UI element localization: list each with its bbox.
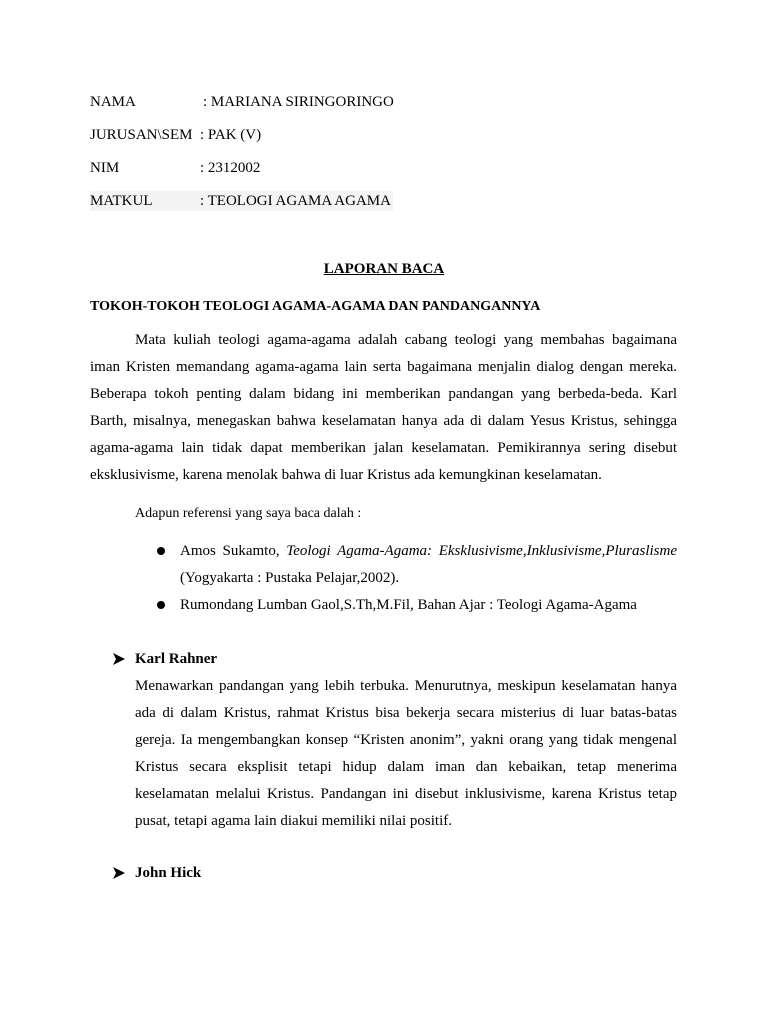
document-subtitle: TOKOH-TOKOH TEOLOGI AGAMA-AGAMA DAN PANDANGANNYA [90,299,541,314]
section-heading: Karl Rahner [135,651,218,667]
field-value: : TEOLOGI AGAMA AGAMA [200,193,391,209]
reference-title: Teologi Agama-Agama: Eksklusivisme,Inklusivisme,Pluraslisme [286,543,677,559]
field-value: : MARIANA SIRINGORINGO [203,94,394,110]
reference-item [180,538,677,592]
reference-author: Rumondang Lumban Gaol,S.Th,M.Fil, Bahan Ajar : Teologi Agama-Agama [180,597,637,613]
section-body: Menawarkan pandangan yang lebih terbuka. Menurutnya, meskipun keselamatan hanya ada di dalam Kristus, rahmat Kristus bisa bekerja secara misterius di luar batas-batas gereja. Ia mengembangkan konsep “Kristen anonim”, yakni orang yang tidak mengenal Kristus secara eksplisit tetapi hidup dalam iman dan kebaikan, tetap menerima keselamatan melalui Kristus. Pandangan ini disebut inklusivisme, karena Kristus tetap pusat, tetapi agama lain diakui memiliki nilai positif. [135,678,677,829]
field-label: NAMA [90,94,136,110]
bullet-icon [157,547,165,555]
document-title: LAPORAN BACA [323,261,445,277]
arrowhead-bullet-icon [112,652,126,666]
reference-publisher: (Yogyakarta : Pustaka Pelajar,2002). [180,570,400,586]
references-intro: Adapun referensi yang saya baca dalah : [135,506,362,521]
reference-item [180,592,677,619]
reference-author: Amos Sukamto, [180,543,287,559]
field-label: NIM [90,160,120,176]
field-value: : 2312002 [200,160,261,176]
bullet-icon [157,601,165,609]
intro-paragraph: Mata kuliah teologi agama-agama adalah cabang teologi yang membahas bagaimana iman Kristen memandang agama-agama lain serta bagaimana menjalin dialog dengan mereka. Beberapa tokoh penting dalam bidang ini memberikan pandangan yang berbeda-beda. Karl Barth, misalnya, menegaskan bahwa keselamatan hanya ada di dalam Yesus Kristus, sehingga agama-agama lain tidak dapat memberikan jalan keselamatan. Pemikirannya sering disebut eksklusivisme, karena menolak bahwa di luar Kristus ada kemungkinan keselamatan. [90,332,677,483]
arrowhead-bullet-icon [112,866,126,880]
field-label: JURUSAN\SEM [90,127,193,143]
section-heading: John Hick [135,865,202,881]
field-label: MATKUL [90,193,153,209]
field-value: : PAK (V) [200,127,262,143]
